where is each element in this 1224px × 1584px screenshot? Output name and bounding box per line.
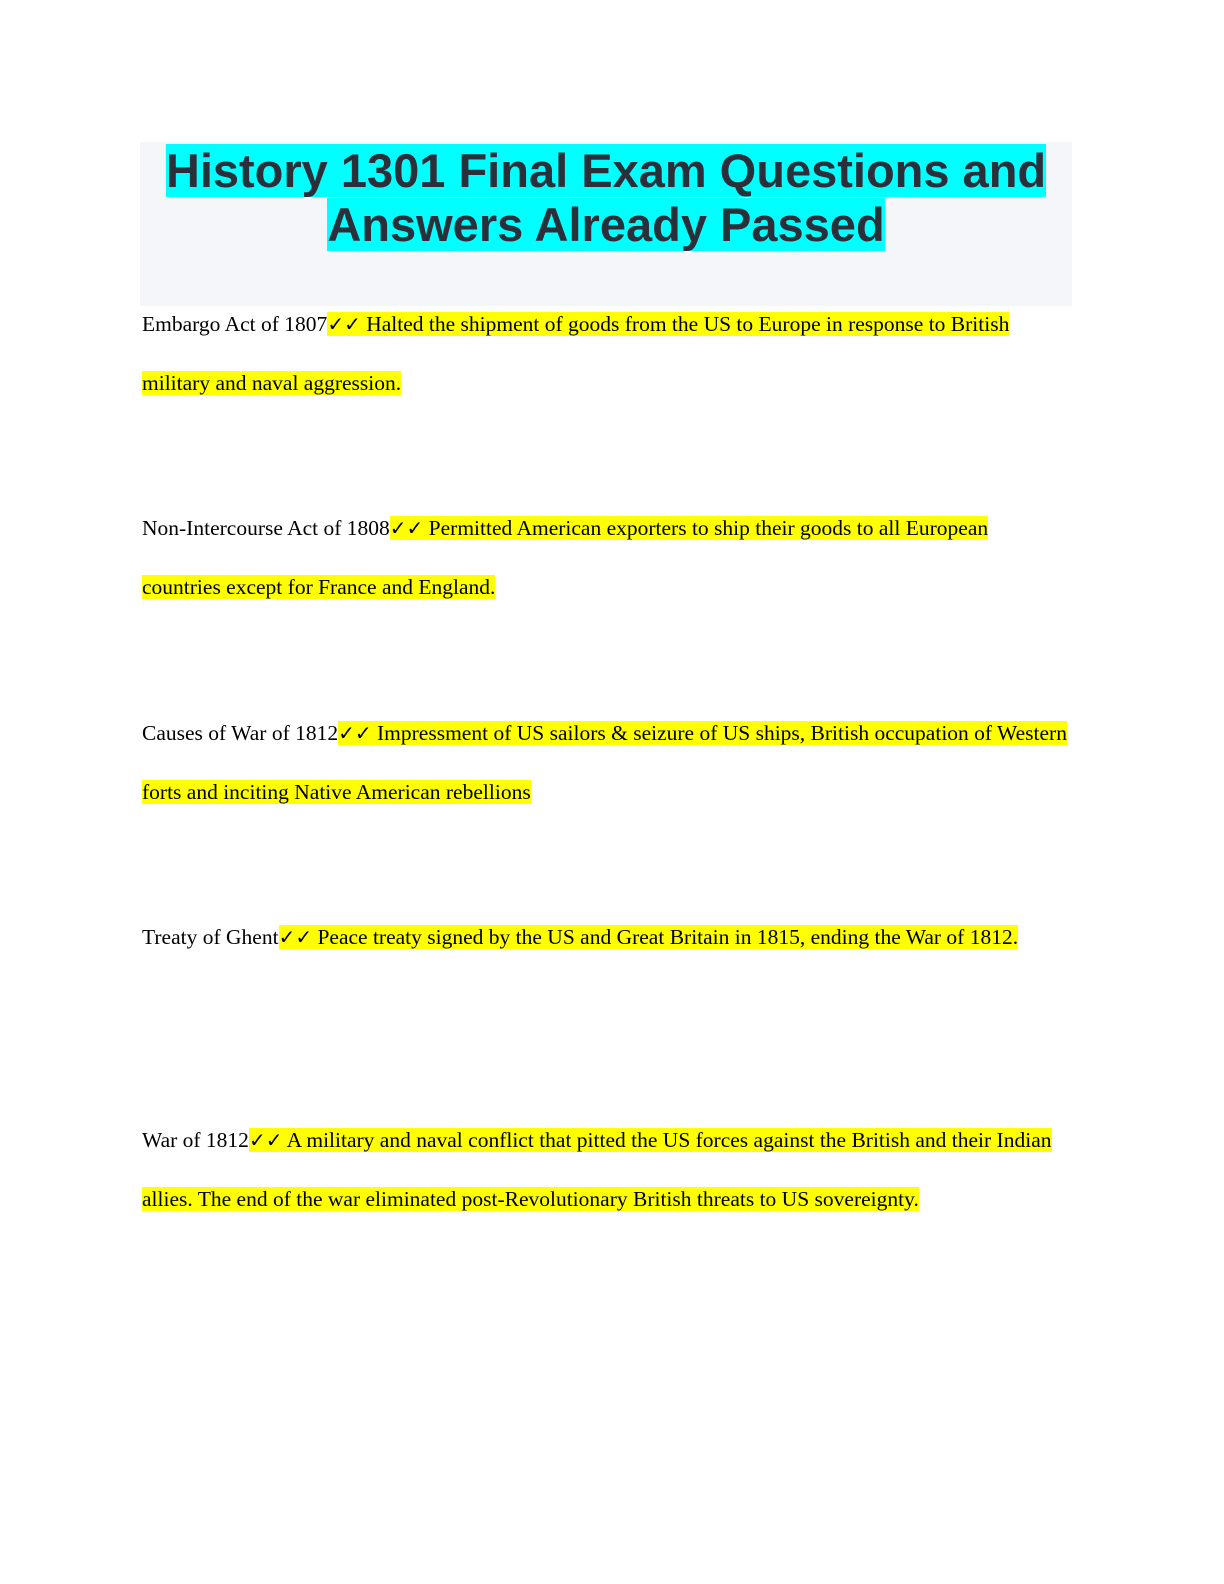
qa-entry-non-intercourse-act <box>142 499 1067 617</box>
entry-term: Treaty of Ghent <box>142 925 279 949</box>
entry-answer: A military and naval conflict that pitted the US forces against the British and their Indian allies. The end of the war eliminated post-Revolutionary British threats to US sovereignty. <box>142 1128 1052 1211</box>
qa-entry-treaty-of-ghent <box>142 908 1067 967</box>
entry-term: Non-Intercourse Act of 1808 <box>142 516 390 540</box>
entry-term: Causes of War of 1812 <box>142 721 339 745</box>
double-check-icon: ✓✓ <box>327 312 361 336</box>
double-check-icon: ✓✓ <box>248 1128 283 1152</box>
title-line-1: History 1301 Final Exam Questions and <box>165 144 1047 197</box>
qa-entry-causes-war-1812 <box>142 704 1067 822</box>
double-check-icon: ✓✓ <box>338 721 372 745</box>
double-check-icon: ✓✓ <box>278 925 313 949</box>
document-title <box>140 142 1072 252</box>
title-line-2: Answers Already Passed <box>327 198 885 251</box>
entry-answer: Permitted American exporters to ship their goods to all European countries except for France and England. <box>142 516 989 599</box>
title-block <box>140 142 1072 306</box>
entry-answer: Halted the shipment of goods from the US to Europe in response to British military and naval aggression. <box>142 312 1010 395</box>
entry-answer: Peace treaty signed by the US and Great Britain in 1815, ending the War of 1812. <box>312 925 1019 949</box>
entry-term: Embargo Act of 1807 <box>142 312 328 336</box>
entry-term: War of 1812 <box>142 1128 249 1152</box>
qa-entry-embargo-act <box>142 295 1067 413</box>
double-check-icon: ✓✓ <box>389 516 424 540</box>
qa-entry-war-of-1812 <box>142 1111 1067 1229</box>
entry-answer: Impressment of US sailors & seizure of US ships, British occupation of Western forts and inciting Native American rebellions <box>142 721 1067 804</box>
